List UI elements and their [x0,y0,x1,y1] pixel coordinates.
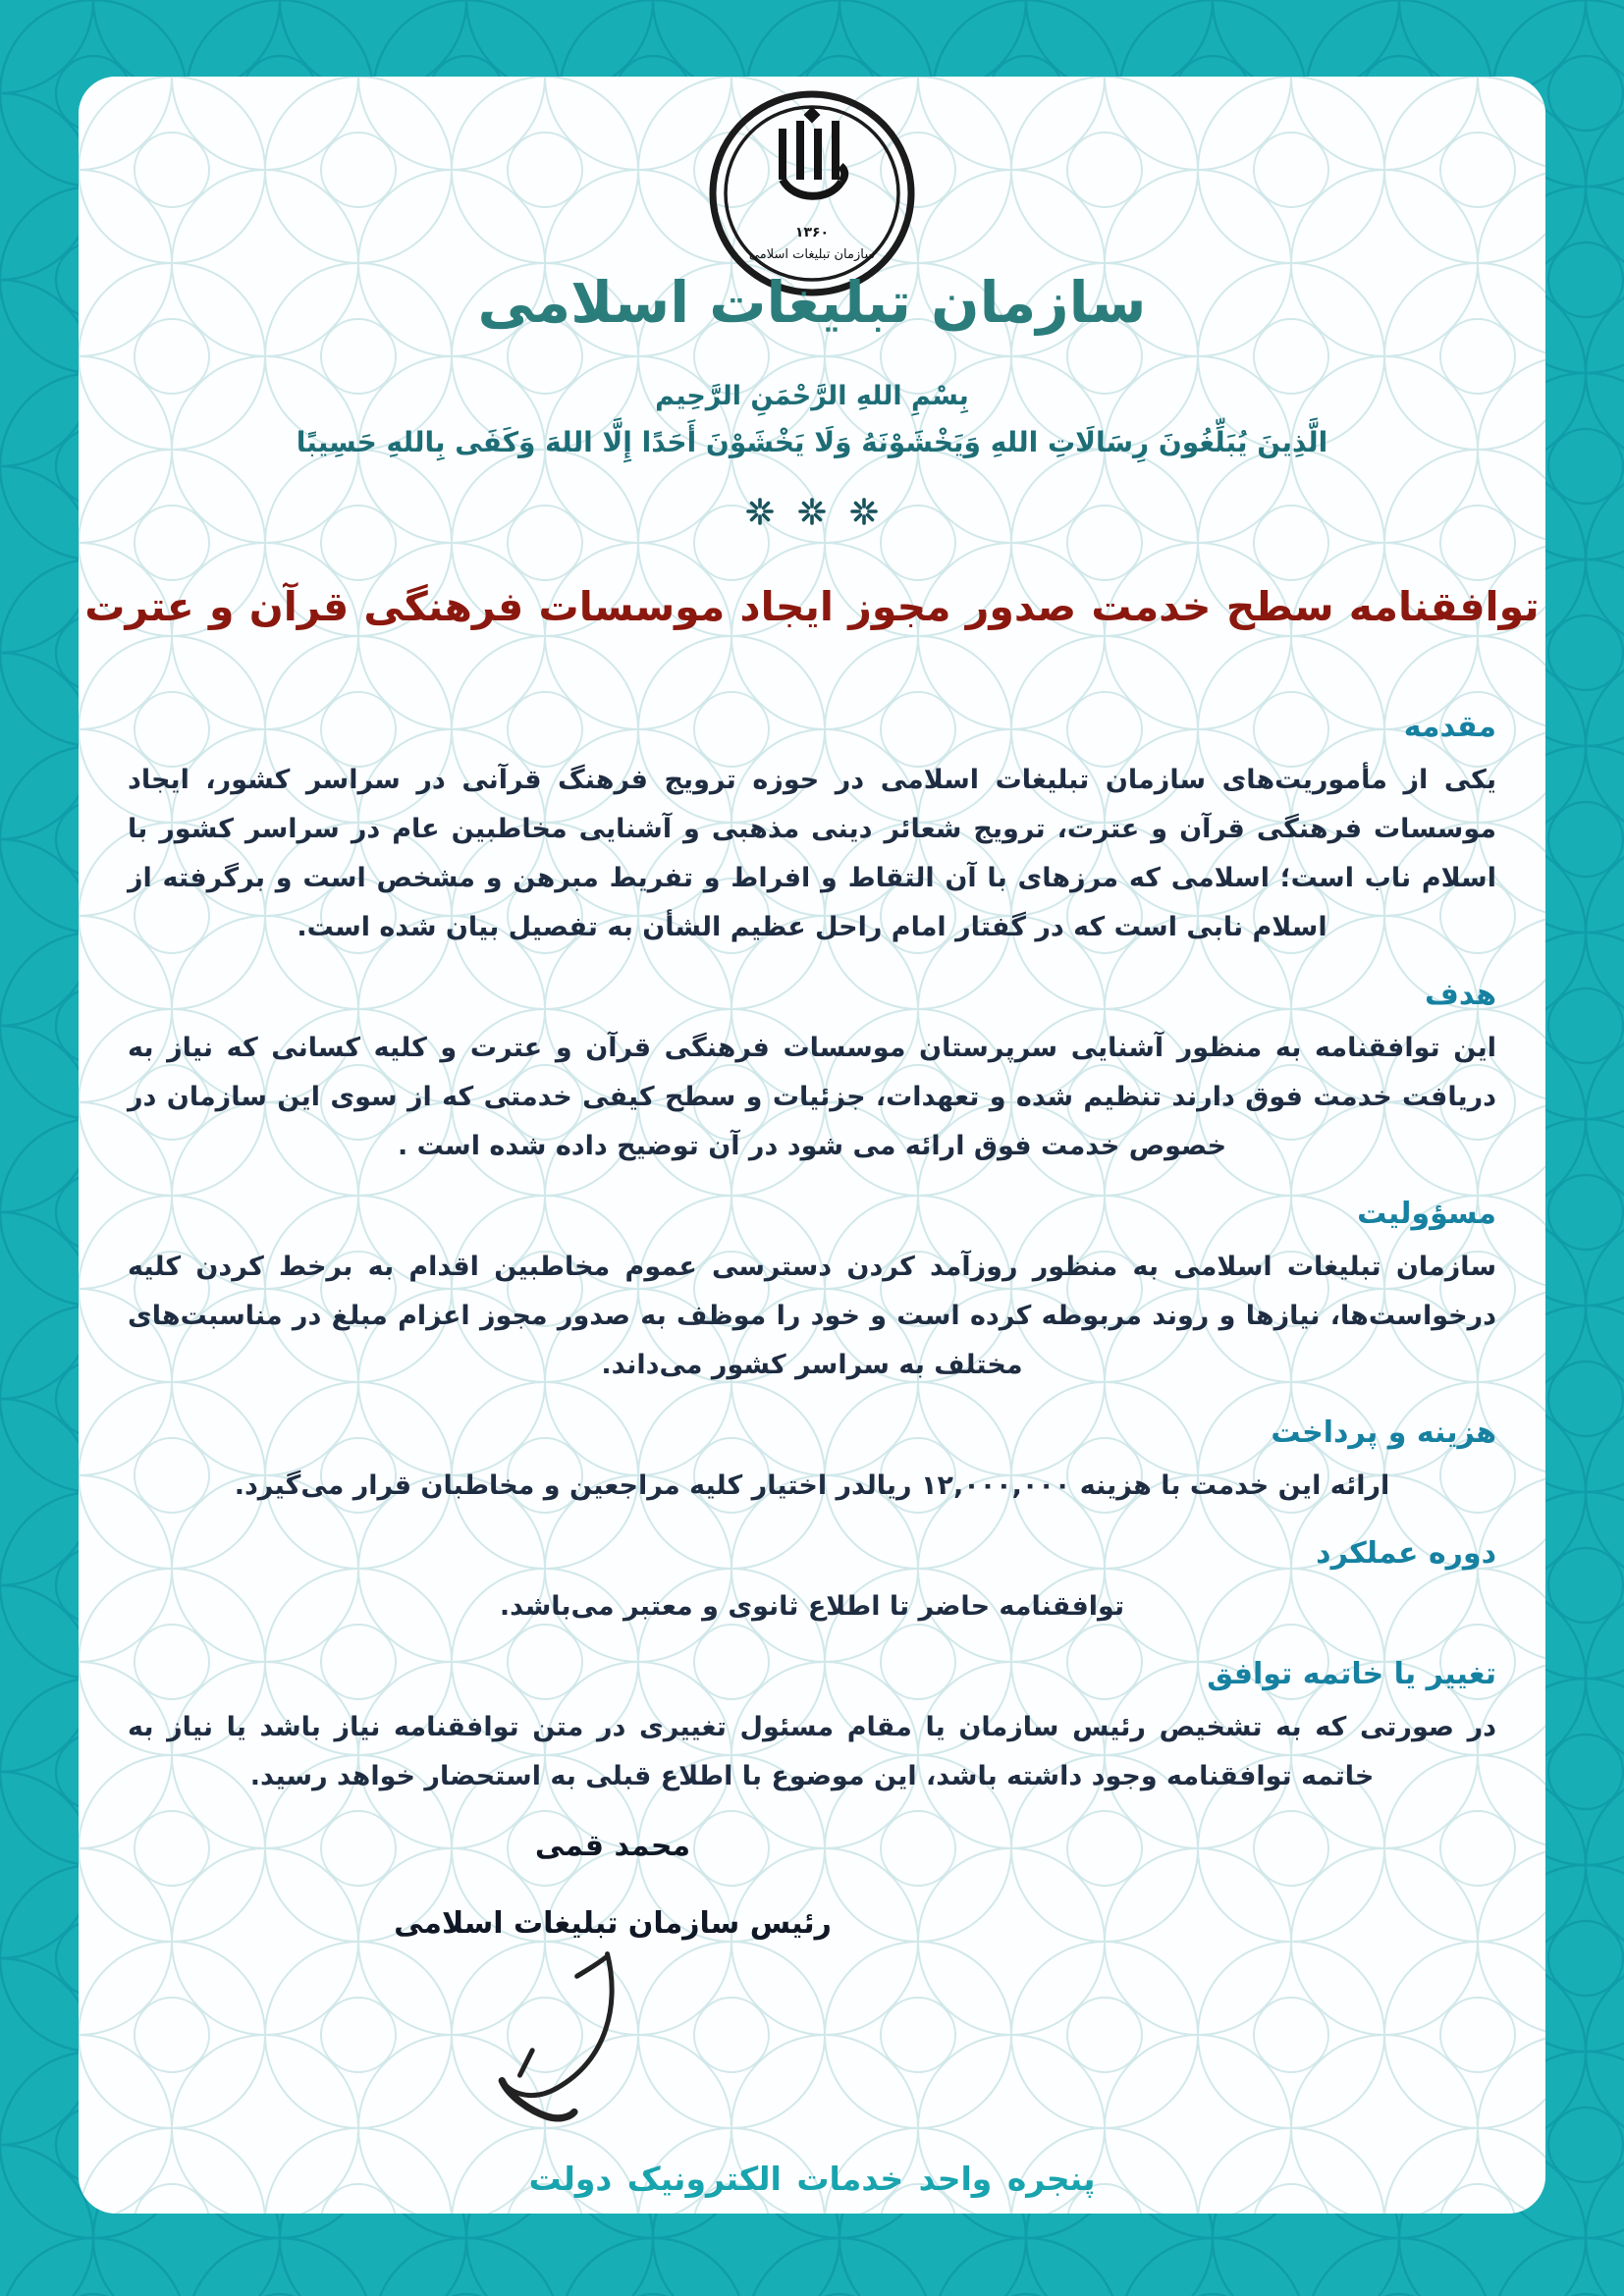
section-body: این توافقنامه به منظور آشنایی سرپرستان موسسات فرهنگی قرآن و عترت و کلیه کسانی که نیاز به دریافت خدمت فوق دارند تنظیم شده و تعهدات، جزئیات و سطح کیفی خدمتی که از سوی این سازمان در خصوص خدمت فوق ارائه می شود در آن توضیح داده شده است . [128,1033,1496,1161]
section-cost-payment [128,1415,1496,1511]
section-change-termination [128,1657,1496,1801]
ornament-row [79,497,1545,526]
bismillah-line: بِسْمِ اللهِ الرَّحْمَنِ الرَّحِيم [655,381,969,411]
flower-asterisk-icon [797,497,827,526]
section-responsibility [128,1197,1496,1390]
section-performance-period [128,1536,1496,1631]
signature-block [357,1829,868,2155]
flower-asterisk-icon [745,497,775,526]
section-body: سازمان تبلیغات اسلامی به منظور روزآمد کردن دسترسی عموم مخاطبین اقدام به برخط کردن کلیه درخواست‌ها، نیازها و روند مربوطه کرده است و خود را موظف به صدور مجوز اعزام مبلغ در مناسبت‌های مختلف به سراسر کشور می‌داند. [128,1252,1496,1380]
footer-text: پنجره واحد خدمات الکترونیک دولت [528,2160,1096,2198]
section-heading: هدف [1425,978,1496,1012]
section-body: توافقنامه حاضر تا اطلاع ثانوی و معتبر می‌باشد. [499,1591,1125,1622]
handwritten-signature-icon [456,1945,652,2151]
signer-name: محمد قمی [534,1829,691,1863]
section-heading: مسؤولیت [1357,1197,1496,1231]
emblem-diamond [804,107,821,124]
section-body: ارائه این خدمت با هزینه ۱۲,۰۰۰,۰۰۰ ریالدر اختیار کلیه مراجعین و مخاطبان قرار می‌گیرد. [234,1470,1390,1501]
signer-title: رئیس سازمان تبلیغات اسلامی [394,1906,832,1941]
section-heading: مقدمه [1403,710,1496,744]
section-heading: تغییر یا خاتمه توافق [1207,1657,1496,1691]
emblem-ring-text: سازمان تبلیغات اسلامی [748,247,876,262]
section-body: یکی از مأموریت‌های سازمان تبلیغات اسلامی در حوزه ترویج فرهنگ قرآنی در سراسر کشور، ایجاد موسسات فرهنگی قرآن و عترت، ترویج شعائر دینی مذهبی و آشنایی مخاطبین عام در سراسر کشور با اسلام ناب است؛ اسلامی که مرزهای با آن التقاط و افراط و تفریط مبرهن و مشخص است و برگرفته از اسلام نابی است که در گفتار امام راحل عظیم الشأن به تفصیل بیان شده است. [128,765,1496,942]
letter-panel [79,77,1545,2214]
section-heading: هزینه و پرداخت [1271,1415,1496,1450]
org-wordmark: سازمان تبلیغات اسلامی [477,269,1147,336]
section-goal [128,978,1496,1171]
section-introduction [128,710,1496,952]
section-heading: دوره عملکرد [1316,1536,1496,1571]
emblem-year: ۱۳۶۰ [794,225,830,240]
flower-asterisk-icon [849,497,879,526]
allah-kufic-mark [783,121,844,196]
section-body: در صورتی که به تشخیص رئیس سازمان یا مقام مسئول تغییری در متن توافقنامه نیاز باشد یا نیاز به خاتمه توافقنامه وجود داشته باشد، این موضوع با اطلاع قبلی به استحضار خواهد رسید. [128,1712,1496,1791]
page-title: توافقنامه سطح خدمت صدور مجوز ایجاد موسسات فرهنگی قرآن و عترت [84,583,1540,630]
quran-verse-line: الَّذِينَ يُبَلِّغُونَ رِسَالَاتِ اللهِ وَيَخْشَوْنَهُ وَلَا يَخْشَوْنَ أَحَدًا إِلَّا اللهَ وَكَفَى بِاللهِ حَسِيبًا [296,426,1328,458]
document-body [128,710,1496,2155]
